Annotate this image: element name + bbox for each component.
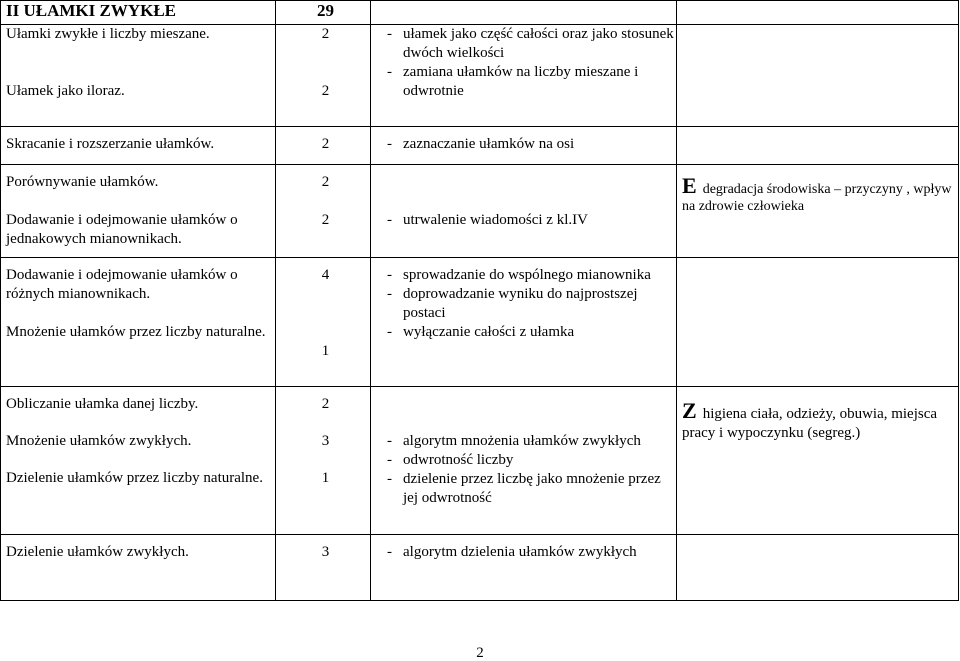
path-cell: [677, 535, 959, 601]
hours-cell: [276, 165, 371, 258]
topic-title: Dzielenie ułamków przez liczby naturalne.: [6, 470, 263, 486]
goal-item: - dzielenie przez liczbę jako mnożenie przez jej odwrotność: [376, 470, 676, 508]
path-cell: [677, 387, 959, 535]
section-hours: 29: [317, 1, 334, 20]
topic-title: Mnożenie ułamków przez liczby naturalne.: [6, 324, 266, 340]
hours-cell: [276, 258, 371, 387]
topic-hours: 2: [321, 83, 330, 99]
table-row: [1, 165, 959, 258]
topic-hours: 2: [321, 136, 330, 152]
path-letter: Z: [682, 398, 697, 423]
goal-text: wyłączanie całości z ułamka: [403, 324, 575, 340]
topic-hours: 3: [321, 544, 330, 560]
path-cell: [677, 127, 959, 165]
goal-text: dzielenie przez liczbę jako mnożenie przez jej odwrotność: [403, 471, 661, 506]
goal-item: - wyłączanie całości z ułamka: [376, 323, 676, 342]
goal-text: sprowadzanie do wspólnego mianownika: [403, 267, 651, 283]
topic-title: Dzielenie ułamków zwykłych.: [6, 544, 189, 560]
goal-item: - utrwalenie wiadomości z kl.IV: [376, 211, 676, 230]
path-letter: E: [682, 173, 697, 198]
goals-cell: [371, 127, 677, 165]
path-cell: [677, 165, 959, 258]
table-row: [1, 127, 959, 165]
topic-hours: 2: [321, 26, 330, 42]
section-title: II UŁAMKI ZWYKŁE: [6, 1, 177, 20]
table-row: [1, 535, 959, 601]
topic-title: Dodawanie i odejmowanie ułamków o różnych mianownikach.: [6, 267, 238, 302]
topics-cell: [1, 127, 276, 165]
goal-text: odwrotność liczby: [403, 452, 514, 468]
path-text: higiena ciała, odzieży, obuwia, miejsca pracy i wypoczynku (segreg.): [682, 406, 938, 441]
path-entry: [682, 173, 958, 215]
section-title-cell: [1, 1, 276, 25]
topic-title: Obliczanie ułamka danej liczby.: [6, 396, 199, 412]
empty-cell: [677, 1, 959, 25]
goal-item: - doprowadzanie wyniku do najprostszej postaci: [376, 285, 676, 323]
table-row: [1, 25, 959, 127]
topics-cell: [1, 387, 276, 535]
topic-hours: 4: [321, 267, 330, 283]
topic-hours: 2: [321, 212, 330, 228]
goals-cell: [371, 535, 677, 601]
topic-title: Porównywanie ułamków.: [6, 174, 159, 190]
path-cell: [677, 258, 959, 387]
goal-text: ułamek jako część całości oraz jako stosunek dwóch wielkości: [403, 26, 674, 61]
topic-hours: 2: [321, 396, 330, 412]
goal-text: algorytm mnożenia ułamków zwykłych: [403, 433, 641, 449]
goal-text: zaznaczanie ułamków na osi: [403, 136, 575, 152]
topics-cell: [1, 25, 276, 127]
topic-hours: 2: [321, 174, 330, 190]
goals-cell: [371, 165, 677, 258]
hours-cell: [276, 387, 371, 535]
goal-text: utrwalenie wiadomości z kl.IV: [403, 212, 588, 228]
topic-hours: 1: [321, 470, 330, 486]
path-text: degradacja środowiska – przyczyny , wpływ na zdrowie człowieka: [682, 182, 952, 214]
goal-text: zamiana ułamków na liczby mieszane i odwrotnie: [403, 64, 639, 99]
goals-cell: [371, 387, 677, 535]
goal-item: - zaznaczanie ułamków na osi: [376, 135, 676, 154]
goals-cell: [371, 258, 677, 387]
section-header-row: [1, 1, 959, 25]
goal-item: - sprowadzanie do wspólnego mianownika: [376, 266, 676, 285]
goals-cell: [371, 25, 677, 127]
topic-title: Ułamki zwykłe i liczby mieszane.: [6, 26, 210, 42]
goal-item: - zamiana ułamków na liczby mieszane i odwrotnie: [376, 63, 676, 101]
topic-hours: 1: [321, 343, 330, 359]
page-number: 2: [476, 645, 484, 661]
topic-title: Ułamek jako iloraz.: [6, 83, 125, 99]
topic-title: Mnożenie ułamków zwykłych.: [6, 433, 192, 449]
table-row: [1, 258, 959, 387]
topic-title: Skracanie i rozszerzanie ułamków.: [6, 136, 215, 152]
goal-item: - algorytm dzielenia ułamków zwykłych: [376, 543, 676, 562]
table-row: [1, 387, 959, 535]
section-hours-cell: [276, 1, 371, 25]
goal-item: - algorytm mnożenia ułamków zwykłych: [376, 432, 676, 451]
hours-cell: [276, 535, 371, 601]
topics-cell: [1, 165, 276, 258]
path-entry: [682, 398, 958, 443]
topics-cell: [1, 258, 276, 387]
hours-cell: [276, 25, 371, 127]
goal-item: - odwrotność liczby: [376, 451, 676, 470]
path-cell: [677, 25, 959, 127]
empty-cell: [371, 1, 677, 25]
goal-item: - ułamek jako część całości oraz jako stosunek dwóch wielkości: [376, 25, 676, 63]
goal-text: doprowadzanie wyniku do najprostszej postaci: [403, 286, 638, 321]
goal-text: algorytm dzielenia ułamków zwykłych: [403, 544, 637, 560]
topic-hours: 3: [321, 433, 330, 449]
hours-cell: [276, 127, 371, 165]
topics-cell: [1, 535, 276, 601]
topic-title: Dodawanie i odejmowanie ułamków o jednakowych mianownikach.: [6, 212, 238, 247]
